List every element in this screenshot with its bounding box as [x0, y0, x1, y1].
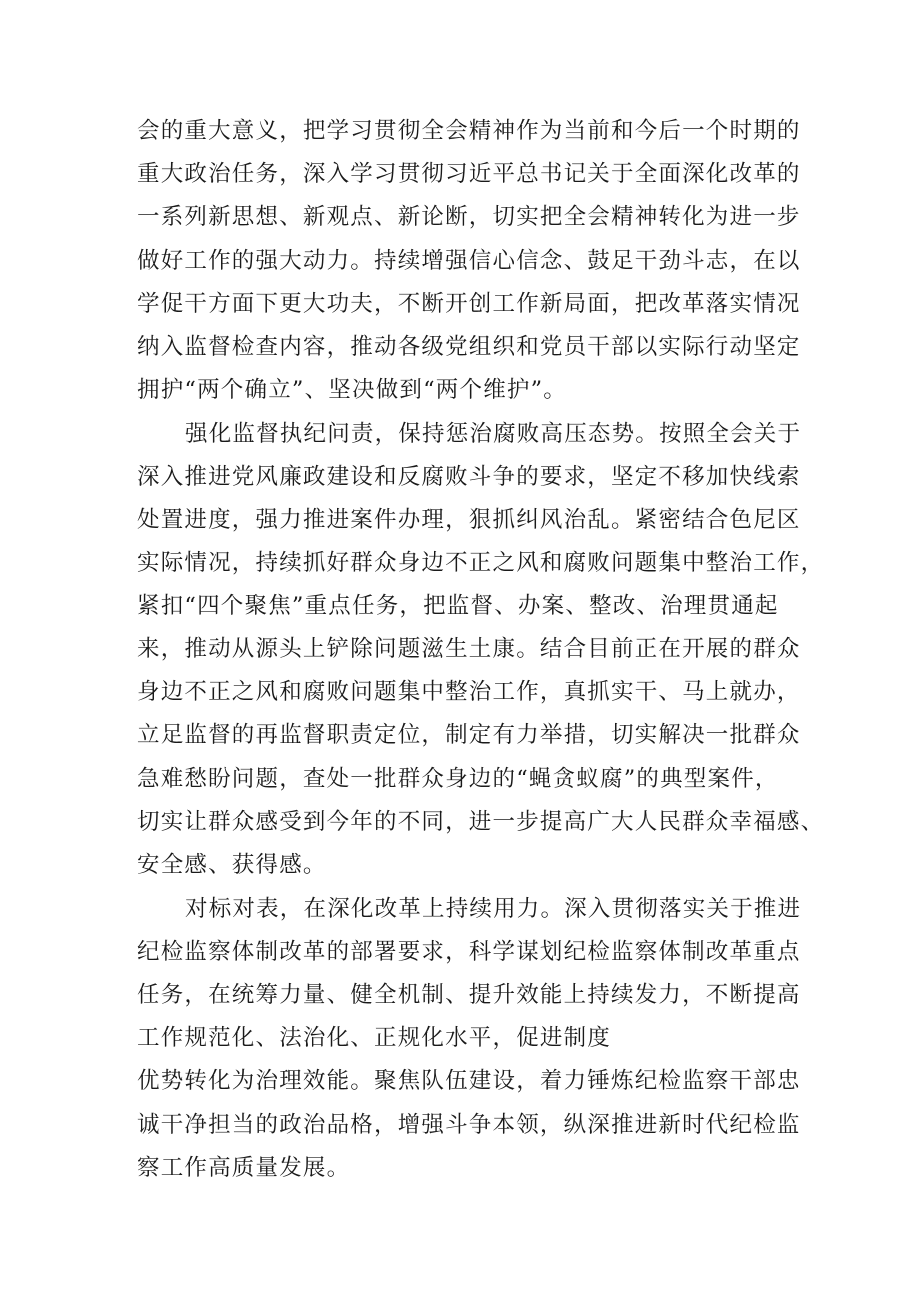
paragraph-2-line-10: 切实让群众感受到今年的不同，进一步提高广大人民群众幸福感、: [137, 809, 825, 835]
paragraph-3-line-2: 纪检监察体制改革的部署要求，科学谋划纪检监察体制改革重点: [137, 939, 801, 965]
paragraph-1-line-1: 会的重大意义，把学习贯彻全会精神作为当前和今后一个时期的: [137, 118, 801, 144]
paragraph-1-line-3: 一系列新思想、新观点、新论断，切实把全会精神转化为进一步: [137, 204, 801, 230]
paragraph-2-line-11: 安全感、获得感。: [137, 852, 327, 878]
paragraph-2-line-5: 紧扣“四个聚焦”重点任务，把监督、办案、整改、治理贯通起: [137, 593, 779, 619]
paragraph-3-line-5: 优势转化为治理效能。聚焦队伍建设，着力锤炼纪检监察干部忠: [137, 1068, 801, 1094]
paragraph-2-line-2: 深入推进党风廉政建设和反腐败斗争的要求，坚定不移加快线索: [137, 464, 801, 490]
paragraph-2-line-7: 身边不正之风和腐败问题集中整治工作，真抓实干、马上就办，: [137, 679, 801, 705]
paragraph-1-line-2: 重大政治任务，深入学习贯彻习近平总书记关于全面深化改革的: [137, 161, 801, 187]
paragraph-2-line-4: 实际情况，持续抓好群众身边不正之风和腐败问题集中整治工作，: [137, 550, 825, 576]
paragraph-2-line-8: 立足监督的再监督职责定位，制定有力举措，切实解决一批群众: [137, 722, 801, 748]
paragraph-1-line-6: 纳入监督检查内容，推动各级党组织和党员干部以实际行动坚定: [137, 334, 801, 360]
paragraph-3-line-7: 察工作高质量发展。: [137, 1155, 351, 1181]
paragraph-2-line-1: 强化监督执纪问责，保持惩治腐败高压态势。按照全会关于: [185, 421, 802, 447]
paragraph-2-line-6: 来，推动从源头上铲除问题滋生土康。结合目前正在开展的群众: [137, 636, 801, 662]
paragraph-1-line-7: 拥护“两个确立”、坚决做到“两个维护”。: [137, 377, 568, 403]
paragraph-2-line-3: 处置进度，强力推进案件办理，狠抓纠风治乱。紧密结合色尼区: [137, 507, 801, 533]
paragraph-3-line-4: 工作规范化、法治化、正规化水平，促进制度: [137, 1025, 612, 1051]
paragraph-3-line-3: 任务，在统筹力量、健全机制、提升效能上持续发力，不断提高: [137, 982, 801, 1008]
paragraph-1-line-5: 学促干方面下更大功夫，不断开创工作新局面，把改革落实情况: [137, 291, 801, 317]
paragraph-3-line-1: 对标对表，在深化改革上持续用力。深入贯彻落实关于推进: [185, 896, 802, 922]
paragraph-2-line-9: 急难愁盼问题，查处一批群众身边的“蝇贪蚁腐”的典型案件，: [137, 766, 779, 792]
paragraph-1-line-4: 做好工作的强大动力。持续增强信心信念、鼓足干劲斗志，在以: [137, 248, 801, 274]
paragraph-3-line-6: 诚干净担当的政治品格，增强斗争本领，纵深推进新时代纪检监: [137, 1112, 801, 1138]
